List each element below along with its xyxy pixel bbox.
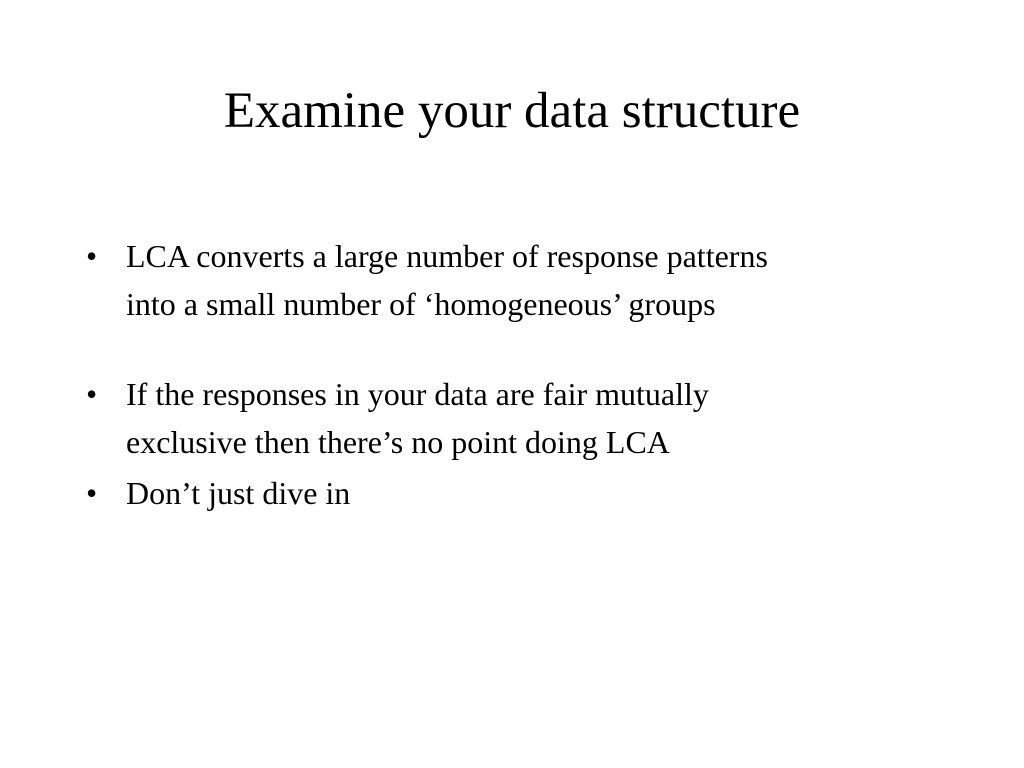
bullet-icon: • (86, 475, 98, 511)
bullet-icon: • (86, 376, 98, 412)
bullet-text-line: If the responses in your data are fair mutually (126, 376, 709, 412)
slide-title: Examine your data structure (223, 83, 801, 139)
bullet-item-mutually-exclusive (86, 370, 986, 466)
bullet-text-line: exclusive then there’s no point doing LCA (126, 424, 670, 460)
bullet-icon: • (86, 238, 98, 274)
bullet-item-dont-dive-in (86, 469, 986, 517)
bullet-item-lca-converts (86, 232, 986, 328)
bullet-list (86, 232, 986, 517)
bullet-text-line: Don’t just dive in (126, 475, 351, 511)
bullet-text-line: into a small number of ‘homogeneous’ groups (126, 286, 716, 322)
bullet-text-line: LCA converts a large number of response patterns (126, 238, 768, 274)
